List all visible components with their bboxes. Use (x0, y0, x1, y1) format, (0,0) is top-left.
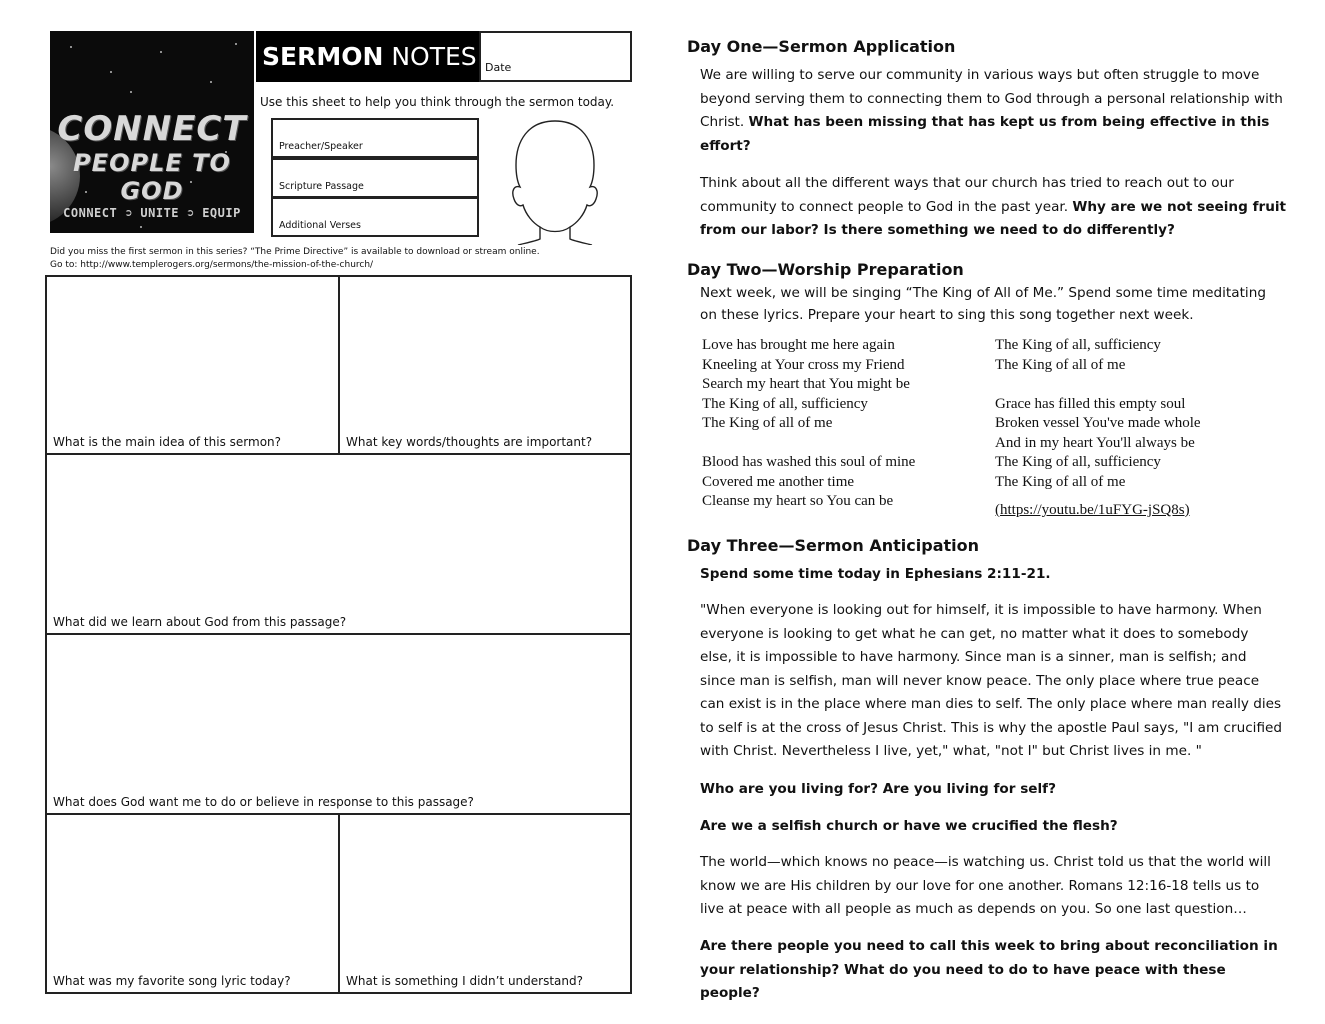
question-god-wants: What does God want me to do or believe in response to this passage? (53, 795, 474, 809)
connect-people-to-god-logo (50, 31, 254, 233)
logo-line-connect: CONNECT (57, 109, 247, 149)
question-reconciliation: Are there people you need to call this week to bring about reconciliation in your relationship? What do you need to do to have peace with these people? (700, 938, 1278, 1001)
date-label: Date (485, 61, 512, 74)
world-paragraph: The world—which knows no peace—is watching us. Christ told us that the world will know we are His children by our love for one another. Romans 12:16-18 tells us to live at peace with all people as much as depends on you. So one last question… (700, 854, 1271, 917)
field-label: Scripture Passage (279, 181, 364, 192)
question-learn-about-god: What did we learn about God from this passage? (53, 615, 347, 629)
field-label: Preacher/Speaker (279, 141, 363, 152)
day-one-p2-text: Think about all the different ways that our church has tried to reach out to our community to connect people to God in the past year. (700, 175, 1234, 215)
god-wants-box[interactable] (45, 633, 632, 815)
question-favorite-lyric: What was my favorite song lyric today? (53, 974, 291, 988)
favorite-lyric-box[interactable] (45, 813, 340, 994)
question-living-for: Who are you living for? Are you living for self? (700, 781, 1056, 797)
didnt-understand-box[interactable] (338, 813, 632, 994)
instructions-text: Use this sheet to help you think through the sermon today. (260, 95, 615, 109)
day-one-paragraph-2 (700, 172, 1290, 243)
head-outline-icon (500, 115, 610, 245)
preacher-speaker-field[interactable] (271, 118, 479, 158)
day-one-paragraph-1 (700, 64, 1290, 158)
lyrics-column-right: The King of all, sufficiency The King of all of me Grace has filled this empty soul Broken vessel You've made whole And in my heart You'll always be The King of all, sufficiency The King of all of me (995, 337, 1201, 490)
youtube-link[interactable]: (https://youtu.be/1uFYG-jSQ8s) (995, 502, 1190, 518)
lyrics-column-left: Love has brought me here again Kneeling at Your cross my Friend Search my heart that You might be The King of all, sufficiency The King of all of me Blood has washed this soul of mine Covered me another time Cleanse my heart so You can be (702, 337, 916, 509)
scripture-passage-field[interactable] (271, 158, 479, 198)
title-bold: SERMON (262, 42, 384, 71)
question-main-idea: What is the main idea of this sermon? (53, 435, 282, 449)
additional-verses-field[interactable] (271, 197, 479, 237)
day-one-heading: Day One—Sermon Application (687, 37, 956, 56)
question-key-words: What key words/thoughts are important? (346, 435, 593, 449)
series-note-link[interactable]: Go to: http://www.templerogers.org/sermons/the-mission-of-the-church/ (50, 260, 374, 270)
day-three-heading: Day Three—Sermon Anticipation (687, 536, 980, 555)
ephesians-reading: Spend some time today in Ephesians 2:11-21. (700, 566, 1051, 582)
series-note (50, 246, 540, 272)
date-field[interactable] (479, 31, 632, 82)
question-selfish-church: Are we a selfish church or have we crucified the flesh? (700, 818, 1118, 834)
day-one-p1-text: We are willing to serve our community in various ways but often struggle to move beyond serving them to connecting them to God through a personal relationship with Christ. (700, 67, 1283, 130)
logo-line-people-to-god: PEOPLE TO GOD (73, 149, 231, 205)
question-didnt-understand: What is something I didn’t understand? (346, 974, 583, 988)
field-label: Additional Verses (279, 220, 361, 231)
logo-tagline: CONNECT ➲ UNITE ➲ EQUIP (63, 206, 241, 220)
day-two-heading: Day Two—Worship Preparation (687, 260, 964, 279)
day-one-p2-question: Why are we not seeing fruit from our labor? Is there something we need to do differently? (700, 198, 1287, 238)
key-words-box[interactable] (338, 275, 632, 455)
learn-about-god-box[interactable] (45, 453, 632, 635)
day-one-p1-question: What has been missing that has kept us from being effective in this effort? (700, 114, 1270, 154)
title-rest: NOTES (383, 42, 477, 71)
sermon-notes-title (256, 31, 479, 82)
main-idea-box[interactable] (45, 275, 340, 455)
day-two-intro: Next week, we will be singing “The King of All of Me.” Spend some time meditating on these lyrics. Prepare your heart to sing this song together next week. (700, 285, 1266, 323)
harmony-quote: "When everyone is looking out for himself, it is impossible to have harmony. When everyone is looking to get what he can get, no matter what it does to somebody else, it is impossible to have harmony. Since man is a sinner, man is selfish; and since man is selfish, man will never know peace. The only place where true peace can exist is in the place where man dies to self. The only place where man really dies to self is at the cross of Jesus Christ. This is why the apostle Paul says, "I am crucified with Christ. Nevertheless I live, yet," what, "not I" but Christ lives in me. " (700, 602, 1283, 759)
series-note-line-1: Did you miss the first sermon in this series? “The Prime Directive” is available to download or stream online. (50, 247, 540, 257)
